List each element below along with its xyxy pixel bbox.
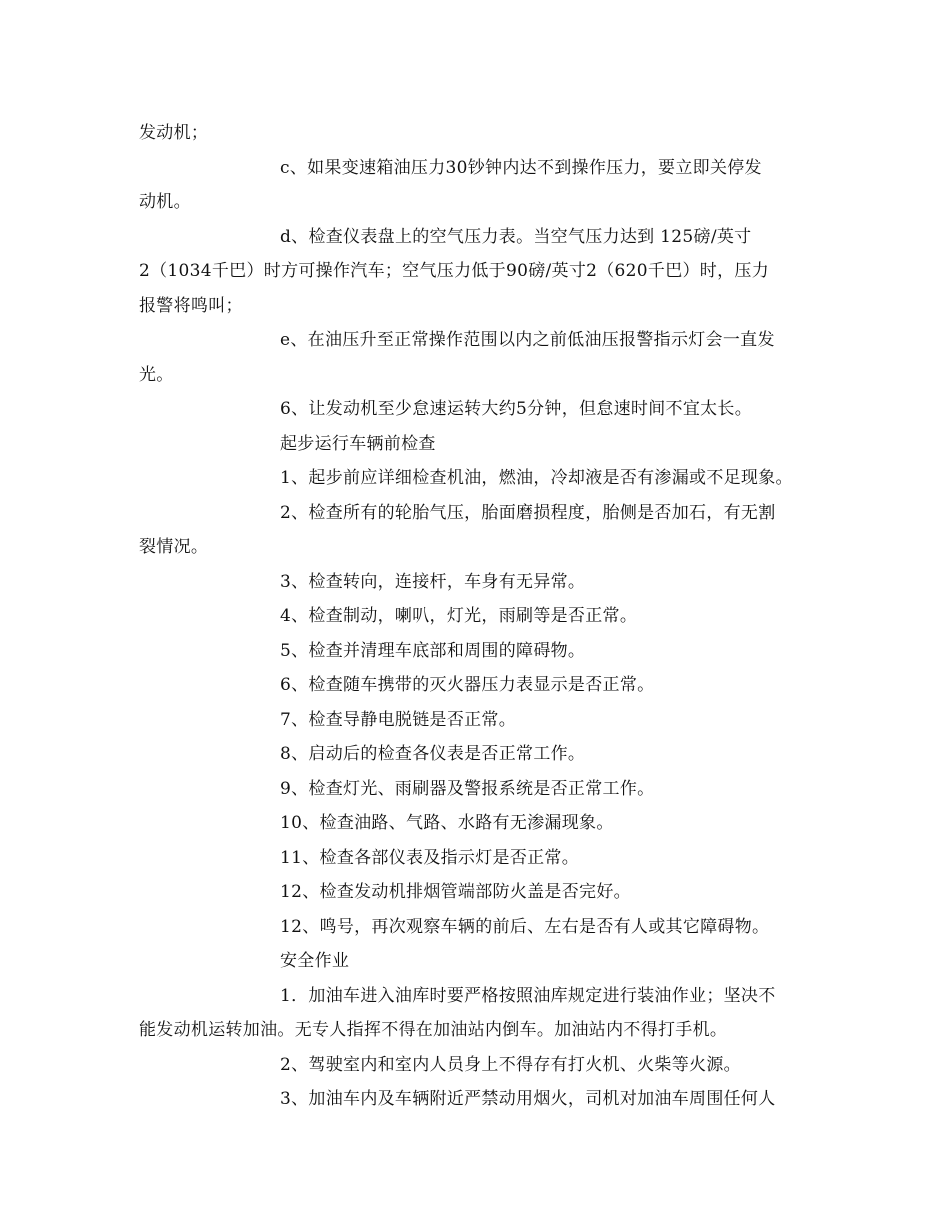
document-body (139, 116, 829, 1117)
text-line: e、在油压升至正常操作范围以内之前低油压报警指示灯会一直发 (280, 330, 775, 350)
text-line: 11、检查各部仪表及指示灯是否正常。 (280, 847, 580, 868)
text-line: 9、检查灯光、雨刷器及警报系统是否正常工作。 (280, 778, 655, 799)
text-line: 6、检查随车携带的灭火器压力表显示是否正常。 (280, 675, 655, 695)
text-line: 2、驾驶室内和室内人员身上不得存有打火机、火柴等火源。 (280, 1054, 741, 1075)
text-line: 1、起步前应详细检查机油，燃油，冷却液是否有渗漏或不足现象。 (280, 468, 793, 488)
text-line: 1．加油车进入油库时要严格按照油库规定进行装油作业；坚决不 (280, 985, 776, 1006)
text-line: 5、检查并清理车底部和周围的障碍物。 (280, 640, 586, 661)
text-line: 12、鸣号，再次观察车辆的前后、左右是否有人或其它障碍物。 (280, 916, 770, 937)
text-line: 8、启动后的检查各仪表是否正常工作。 (280, 744, 586, 764)
text-line: 2、检查所有的轮胎气压，胎面磨损程度，胎侧是否加石，有无割 (280, 502, 776, 523)
text-line: 7、检查导静电脱链是否正常。 (280, 709, 517, 730)
text-line: 10、检查油路、气路、水路有无渗漏现象。 (280, 813, 614, 833)
text-line: 3、加油车内及车辆附近严禁动用烟火，司机对加油车周围任何人 (280, 1089, 776, 1109)
text-line: 3、检查转向，连接杆，车身有无异常。 (280, 571, 586, 592)
text-line: d、检查仪表盘上的空气压力表。当空气压力达到 125磅/英寸 (280, 226, 752, 247)
text-line: 2（1034千巴）时方可操作汽车；空气压力低于90磅/英寸2（620千巴）时，压力 (139, 261, 770, 281)
text-line: 4、检查制动，喇叭，灯光，雨刷等是否正常。 (280, 606, 638, 626)
text-line: 裂情况。 (139, 537, 209, 557)
text-line: 安全作业 (280, 951, 350, 971)
text-line: 发动机； (139, 123, 209, 143)
text-line: 12、检查发动机排烟管端部防火盖是否完好。 (280, 882, 631, 902)
text-line: 6、让发动机至少怠速运转大约5分钟，但怠速时间不宜太长。 (280, 399, 753, 419)
text-line: 起步运行车辆前检查 (280, 433, 436, 454)
text-line: 能发动机运转加油。无专人指挥不得在加油站内倒车。加油站内不得打手机。 (139, 1020, 728, 1040)
text-line: 报警将鸣叫； (139, 295, 243, 316)
text-line: 光。 (139, 364, 174, 385)
text-line: c、如果变速箱油压力30钞钟内达不到操作压力，要立即关停发 (280, 157, 762, 178)
text-line: 动机。 (139, 192, 191, 212)
